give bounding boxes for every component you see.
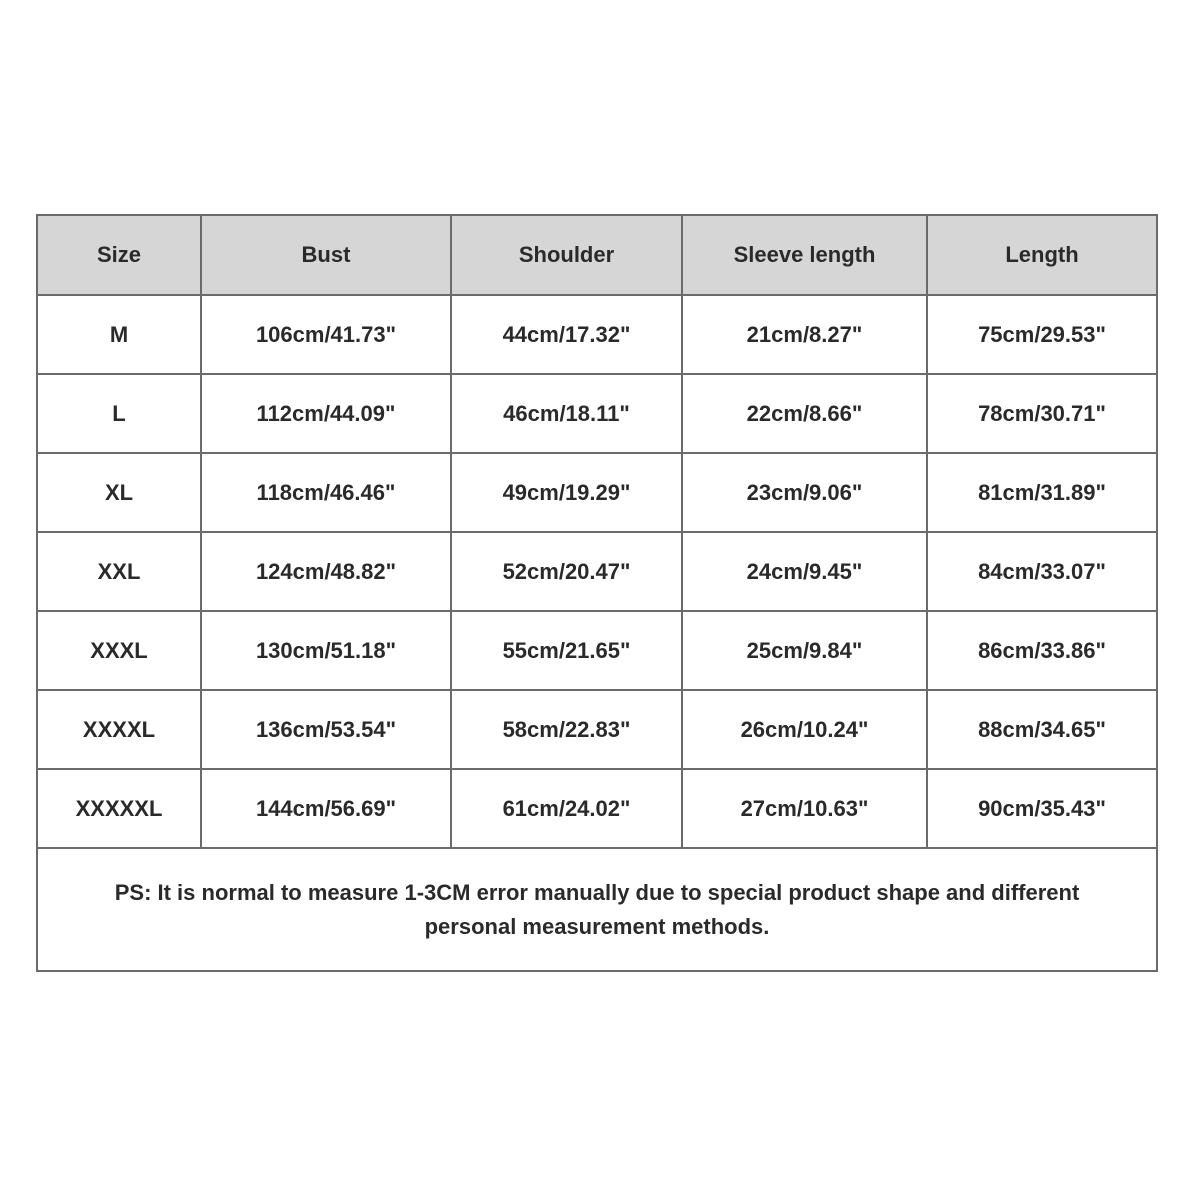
size-cell: XL: [37, 453, 201, 532]
sleeve-length-cell: 22cm/8.66": [682, 374, 927, 453]
length-cell: 90cm/35.43": [927, 769, 1157, 848]
shoulder-cell: 58cm/22.83": [451, 690, 682, 769]
sleeve-length-cell: 23cm/9.06": [682, 453, 927, 532]
size-cell: XXXXL: [37, 690, 201, 769]
bust-cell: 118cm/46.46": [201, 453, 451, 532]
sleeve-length-cell: 27cm/10.63": [682, 769, 927, 848]
note-row: [37, 848, 1157, 971]
bust-cell: 130cm/51.18": [201, 611, 451, 690]
bust-cell: 112cm/44.09": [201, 374, 451, 453]
header-sleeve-length: Sleeve length: [682, 215, 927, 295]
sleeve-length-cell: 25cm/9.84": [682, 611, 927, 690]
size-chart-table: [36, 214, 1158, 972]
table-header: [37, 215, 1157, 295]
shoulder-cell: 46cm/18.11": [451, 374, 682, 453]
size-cell: M: [37, 295, 201, 374]
header-length: Length: [927, 215, 1157, 295]
size-cell: XXXL: [37, 611, 201, 690]
header-bust: Bust: [201, 215, 451, 295]
table-row: [37, 295, 1157, 374]
sleeve-length-cell: 21cm/8.27": [682, 295, 927, 374]
bust-cell: 144cm/56.69": [201, 769, 451, 848]
length-cell: 78cm/30.71": [927, 374, 1157, 453]
bust-cell: 106cm/41.73": [201, 295, 451, 374]
table-row: [37, 769, 1157, 848]
shoulder-cell: 55cm/21.65": [451, 611, 682, 690]
size-cell: XXL: [37, 532, 201, 611]
measurement-note: PS: It is normal to measure 1-3CM error manually due to special product shape and different personal measurement methods.: [37, 848, 1157, 971]
table-row: [37, 532, 1157, 611]
shoulder-cell: 49cm/19.29": [451, 453, 682, 532]
length-cell: 84cm/33.07": [927, 532, 1157, 611]
header-size: Size: [37, 215, 201, 295]
table-row: [37, 453, 1157, 532]
length-cell: 86cm/33.86": [927, 611, 1157, 690]
shoulder-cell: 44cm/17.32": [451, 295, 682, 374]
sleeve-length-cell: 24cm/9.45": [682, 532, 927, 611]
length-cell: 81cm/31.89": [927, 453, 1157, 532]
shoulder-cell: 52cm/20.47": [451, 532, 682, 611]
table-row: [37, 374, 1157, 453]
length-cell: 88cm/34.65": [927, 690, 1157, 769]
table-row: [37, 690, 1157, 769]
table-body: [37, 295, 1157, 971]
bust-cell: 124cm/48.82": [201, 532, 451, 611]
sleeve-length-cell: 26cm/10.24": [682, 690, 927, 769]
length-cell: 75cm/29.53": [927, 295, 1157, 374]
size-cell: L: [37, 374, 201, 453]
shoulder-cell: 61cm/24.02": [451, 769, 682, 848]
header-row: [37, 215, 1157, 295]
table-row: [37, 611, 1157, 690]
size-cell: XXXXXL: [37, 769, 201, 848]
header-shoulder: Shoulder: [451, 215, 682, 295]
bust-cell: 136cm/53.54": [201, 690, 451, 769]
